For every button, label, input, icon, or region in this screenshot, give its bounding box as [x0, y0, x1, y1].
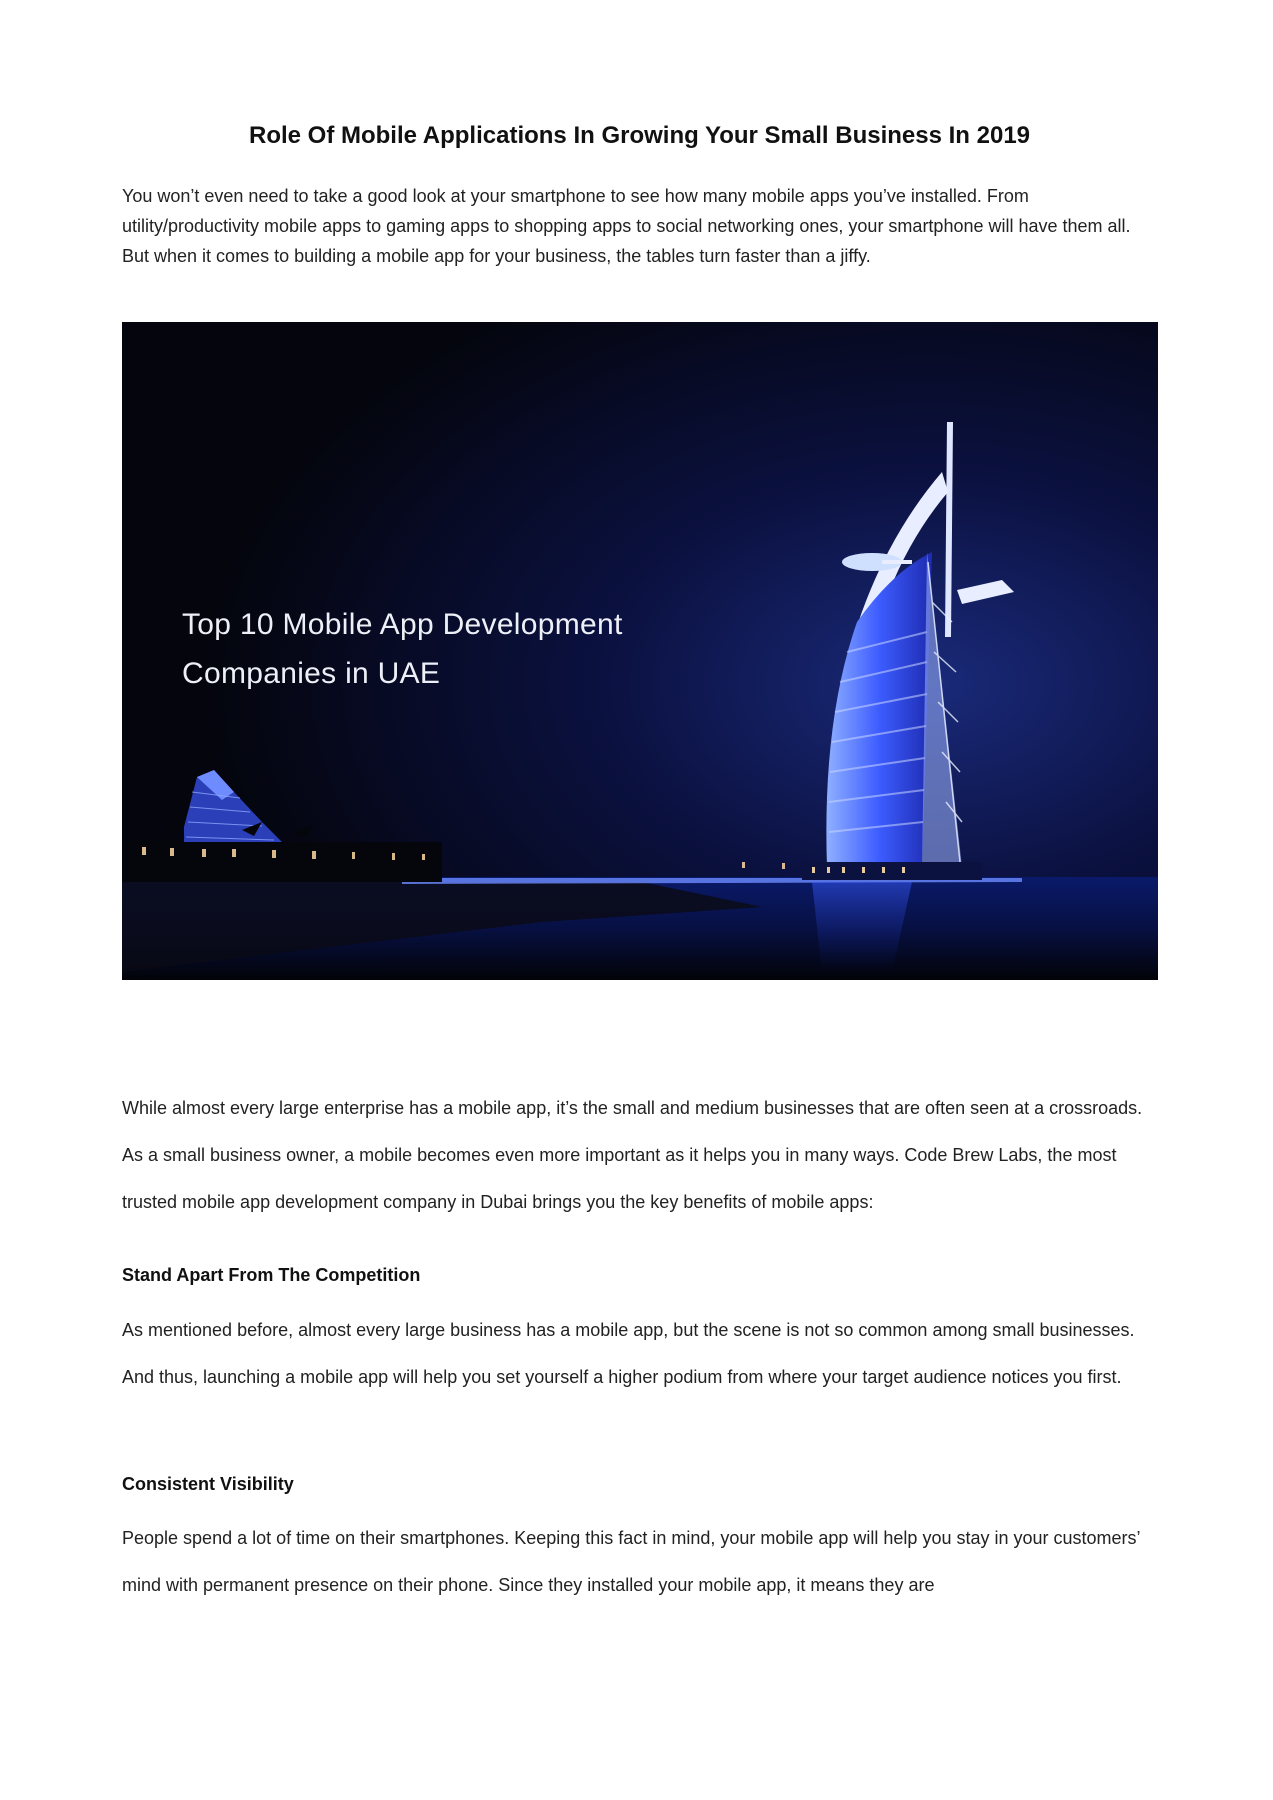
hero-caption	[182, 600, 702, 698]
body-paragraph: While almost every large enterprise has a mobile app, it’s the small and medium businesses that are often seen at a crossroads. As a small business owner, a mobile becomes even more important as it helps you in many ways. Code Brew Labs, the most trusted mobile app development company in Dubai brings you the key benefits of mobile apps:	[122, 1098, 1143, 1212]
section-stand-apart-body	[122, 1307, 1162, 1401]
document-title: Role Of Mobile Applications In Growing Your Small Business In 2019	[248, 122, 1031, 149]
hero-caption-line-1: Top 10 Mobile App Development	[182, 608, 623, 641]
hero-caption-line-2: Companies in UAE	[182, 657, 441, 690]
section-paragraph: People spend a lot of time on their smartphones. Keeping this fact in mind, your mobile app will help you stay in your customers’ mind with permanent presence on their phone. Since they installed your mobile app, it means they are	[122, 1528, 1140, 1595]
section-heading: Consistent Visibility	[122, 1474, 294, 1494]
section-heading: Stand Apart From The Competition	[122, 1265, 421, 1285]
section-stand-apart	[122, 1263, 1162, 1287]
section-consistent-visibility	[122, 1472, 1162, 1496]
section-paragraph: As mentioned before, almost every large business has a mobile app, but the scene is not so common among small businesses. And thus, launching a mobile app will help you set yourself a higher podium from where your target audience notices you first.	[122, 1320, 1135, 1387]
intro-paragraph: You won’t even need to take a good look at your smartphone to see how many mobile apps you’ve installed. From utility/productivity mobile apps to gaming apps to shopping apps to social networking ones, your smartphone will have them all. But when it comes to building a mobile app for your business, the tables turn faster than a jiffy.	[122, 186, 1131, 266]
section-consistent-visibility-body	[122, 1515, 1162, 1609]
hero-image	[122, 322, 1158, 980]
body-paragraph-1-container	[122, 1085, 1162, 1226]
